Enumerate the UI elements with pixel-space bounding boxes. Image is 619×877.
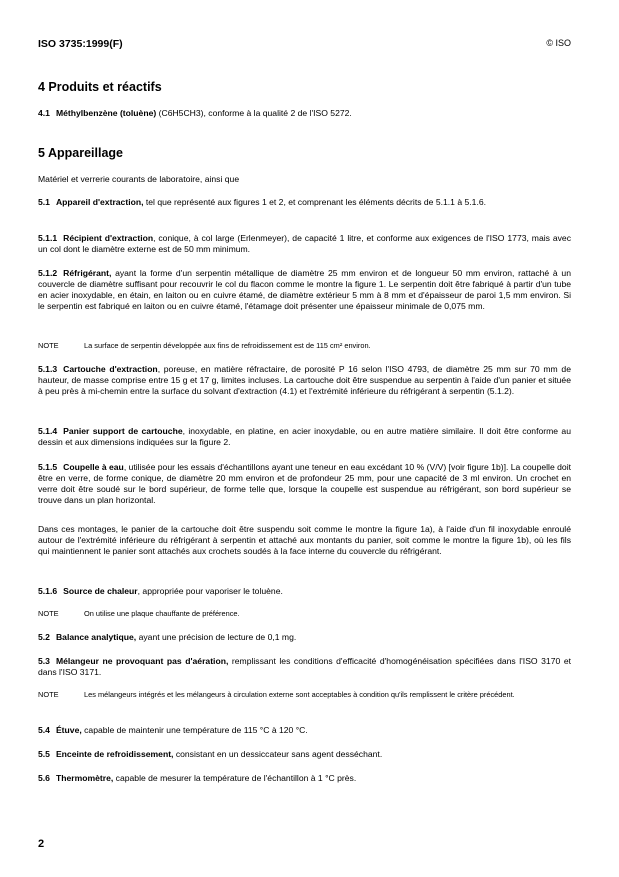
para-5-1-2	[38, 268, 571, 312]
note-text: Les mélangeurs intégrés et les mélangeurs à circulation externe sont acceptables à condition qu'ils remplissent le critère précédent.	[84, 690, 515, 699]
page-number: 2	[38, 838, 45, 850]
clause-number: 5.6	[38, 773, 50, 783]
clause-number: 5.1	[38, 197, 50, 207]
clause-number: 4.1	[38, 108, 50, 118]
clause-number: 5.1.6	[38, 586, 58, 596]
clause-number: 5.5	[38, 749, 50, 759]
term: Enceinte de refroidissement,	[55, 749, 174, 759]
text: tel que représenté aux figures 1 et 2, et comprenant les éléments décrits de 5.1.1 à 5.1.6.	[143, 197, 487, 207]
text: ayant la forme d'un serpentin métallique de diamètre 25 mm environ et de longueur 50 mm environ, rattaché à un couvercle de diamètre suffisant pour recouvrir le col du flacon comme le montre la figure 1. Le serpentin doit être fabriqué à partir d'un tube en acier inoxydable, en étain, en laiton ou en cuivre étamé, de diamètre extérieur 5 mm à 8 mm et d'épaisseur de paroi 1,5 mm environ. Si le serpentin est fabriqué en laiton ou en cuivre étamé, l'étamage doit présenter une épaisseur minimale de 0,075 mm.	[38, 268, 571, 311]
text: , poreuse, en matière réfractaire, de porosité P 16 selon l'ISO 4793, de diamètre 25 mm sur 70 mm de hauteur, de masse comprise entre 15 g et 17 g, limites incluses. La cartouche doit être suspendue au serpentin à l'aide d'un panier et située à peu près à mi-chemin entre la surface du solvant d'extraction (4.1) et l'extrémité inférieure du réfrigérant à serpentin (5.1.2).	[38, 364, 571, 396]
text: consistant en un dessiccateur sans agent desséchant.	[173, 749, 383, 759]
clause-number: 5.1.2	[38, 268, 58, 278]
text: ayant une précision de lecture de 0,1 mg.	[136, 632, 297, 642]
text: capable de maintenir une température de 115 °C à 120 °C.	[81, 725, 308, 735]
note-text: On utilise une plaque chauffante de préférence.	[84, 609, 240, 618]
term: Mélangeur ne provoquant pas d'aération,	[55, 656, 229, 666]
para-5-1	[38, 197, 571, 208]
clause-number: 5.1.3	[38, 364, 58, 374]
note-2	[38, 609, 571, 619]
term: Thermomètre,	[55, 773, 114, 783]
note-tag: NOTE	[38, 341, 59, 350]
clause-number: 5.1.4	[38, 426, 58, 436]
document-id: ISO 3735:1999(F)	[38, 38, 123, 50]
para-5-1-1	[38, 233, 571, 255]
text: , conique, à col large (Erlenmeyer), de capacité 1 litre, et conforme aux exigences de l'ISO 1773, mais avec un col dont le diamètre externe est de 50 mm minimum.	[38, 233, 571, 254]
text: , inoxydable, en platine, en acier inoxydable, ou en autre matière similaire. Il doit être conforme au dessin et aux dimensions indiquées sur la figure 2.	[38, 426, 571, 447]
term: Réfrigérant,	[63, 268, 112, 278]
para-5-1-5	[38, 462, 571, 506]
term: Récipient d'extraction	[63, 233, 154, 243]
copyright: © ISO	[546, 38, 571, 48]
term: Balance analytique,	[55, 632, 137, 642]
term: Coupelle à eau	[63, 462, 124, 472]
para-5-5	[38, 749, 571, 760]
term: Étuve,	[55, 725, 82, 735]
clause-number: 5.2	[38, 632, 50, 642]
term: Source de chaleur	[63, 586, 138, 596]
term: Appareil d'extraction,	[55, 197, 144, 207]
text: , utilisée pour les essais d'échantillons ayant une teneur en eau excédant 10 % (V/V) [voir figure 1b)]. La coupelle doit être en verre, de forme conique, de diamètre 20 mm environ et de profondeur 25 mm, pour une capacité de 3 ml environ. Un crochet en verre doit être soudé sur le bord supérieur, de forme telle que, lorsque la coupelle est suspendue au réfrigérant, son bord supérieur se trouve dans un plan horizontal.	[38, 462, 571, 505]
clause-number: 5.1.1	[38, 233, 58, 243]
note-1	[38, 341, 571, 351]
para-5-4	[38, 725, 571, 736]
para-5-1-4	[38, 426, 571, 448]
para-5-3	[38, 656, 571, 678]
term: Cartouche d'extraction	[63, 364, 158, 374]
clause-number: 5.3	[38, 656, 50, 666]
section-5-title: 5 Appareillage	[38, 146, 123, 160]
note-3	[38, 690, 571, 700]
text: capable de mesurer la température de l'échantillon à 1 °C près.	[113, 773, 357, 783]
para-5-6	[38, 773, 571, 784]
para-5-2	[38, 632, 571, 643]
text: , appropriée pour vaporiser le toluène.	[137, 586, 283, 596]
note-tag: NOTE	[38, 690, 59, 699]
section-4-title: 4 Produits et réactifs	[38, 80, 162, 94]
clause-number: 5.4	[38, 725, 50, 735]
clause-number: 5.1.5	[38, 462, 58, 472]
term: Panier support de cartouche	[63, 426, 183, 436]
intro: Matériel et verrerie courants de laboratoire, ainsi que	[38, 174, 240, 184]
para-5-1-3	[38, 364, 571, 397]
text: remplissant les conditions d'efficacité d'homogénéisation spécifiées dans l'ISO 3170 et dans l'ISO 3171.	[38, 656, 571, 677]
para-5-1-6	[38, 586, 571, 597]
para-montages: Dans ces montages, le panier de la cartouche doit être suspendu soit comme le montre la figure 1a), à l'aide d'un fil inoxydable enroulé autour de l'extrémité inférieure du réfrigérant à serpentin et attaché aux montants du panier, soit comme le montre la figure 1b), où les fils qui maintiennent le panier sont attachés aux crochets soudés à la face interne du couvercle du réfrigérant.	[38, 524, 571, 556]
note-tag: NOTE	[38, 609, 59, 618]
para-4-1	[38, 108, 571, 119]
term: Méthylbenzène (toluène)	[55, 108, 157, 118]
text: (C6H5CH3), conforme à la qualité 2 de l'ISO 5272.	[156, 108, 352, 118]
note-text: La surface de serpentin développée aux fins de refroidissement est de 115 cm² environ.	[84, 341, 371, 350]
